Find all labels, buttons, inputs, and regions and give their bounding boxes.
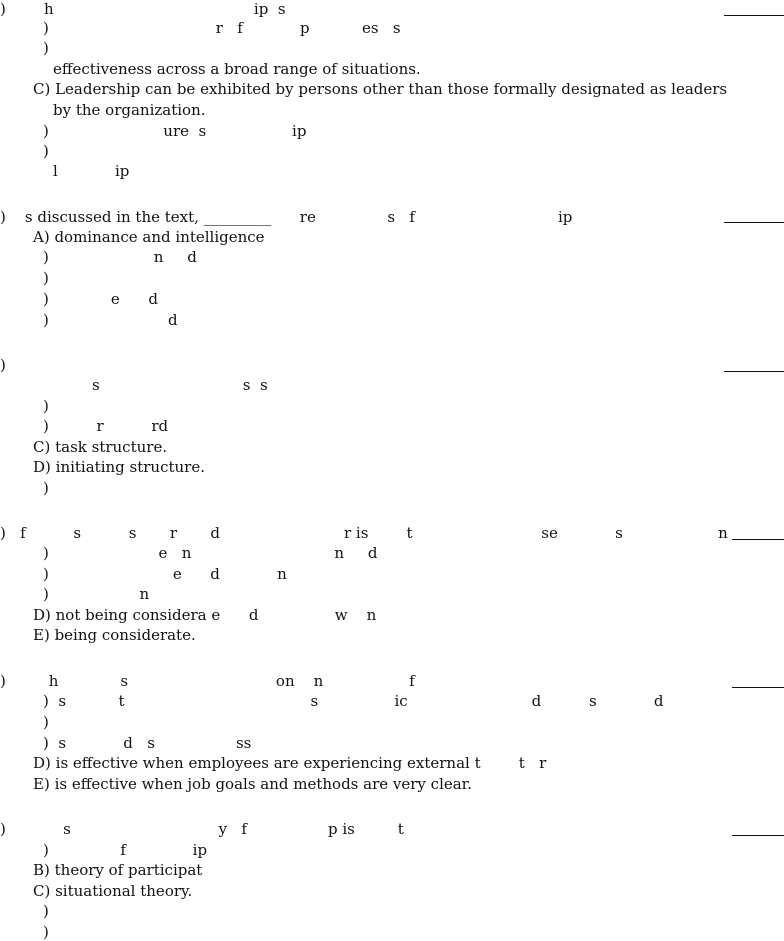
question-4-option-b: ) e d n [43, 565, 287, 583]
question-3-stem: ) [0, 356, 6, 374]
answer-blank-2[interactable] [724, 222, 784, 223]
question-3-option-c: C) task structure. [33, 438, 168, 456]
question-1-line-4: effectiveness across a broad range of situations. [53, 60, 421, 78]
question-3-option-a: ) [43, 397, 49, 415]
answer-blank-6[interactable] [732, 835, 784, 836]
question-2-option-e: ) d [43, 311, 178, 329]
question-3-option-b: ) r rd [43, 417, 169, 435]
question-6-option-c: C) situational theory. [33, 882, 193, 900]
question-1-line-6: by the organization. [53, 101, 206, 119]
question-2-option-a: A) dominance and intelligence [33, 228, 265, 246]
question-4-option-d: D) not being considera e d w n [33, 606, 377, 624]
question-6-option-a: ) f ip [43, 841, 208, 859]
question-1-line-1: ) h ip s [0, 0, 286, 18]
question-1-option-c: C) Leadership can be exhibited by persons other than those formally designated as leaders [33, 80, 728, 98]
answer-blank-1[interactable] [724, 15, 784, 16]
question-1-line-8: ) [43, 142, 49, 160]
question-1-line-3: ) [43, 39, 49, 57]
question-1-line-9: l ip [53, 162, 130, 180]
question-3-stem-line-2: s s s [92, 376, 268, 394]
question-6-option-e: ) [43, 923, 49, 941]
question-5-option-b: ) [43, 713, 49, 731]
answer-blank-3[interactable] [724, 371, 784, 372]
question-1-line-7: ) ure s ip [43, 122, 307, 140]
question-3-option-d: D) initiating structure. [33, 458, 205, 476]
question-4-option-e: E) being considerate. [33, 626, 196, 644]
question-6-option-d: ) [43, 902, 49, 920]
question-1-line-2: ) r f p es s [43, 19, 401, 37]
question-2-stem: ) s discussed in the text, _________ re s f ip [0, 208, 573, 226]
question-4-option-c: ) n [43, 585, 150, 603]
question-6-option-b: B) theory of participat [33, 861, 203, 879]
answer-blank-4[interactable] [732, 539, 784, 540]
question-2-option-b: ) n d [43, 248, 197, 266]
question-4-stem: ) f s s r d r is t se s n [0, 524, 728, 542]
question-5-option-a: ) s t s ic d s d [43, 692, 664, 710]
question-5-option-e: E) is effective when job goals and methods are very clear. [33, 775, 472, 793]
question-2-option-d: ) e d [43, 290, 158, 308]
question-5-option-c: ) s d s ss [43, 734, 252, 752]
question-4-option-a: ) e n n d [43, 544, 378, 562]
question-2-option-c: ) [43, 269, 49, 287]
question-6-stem: ) s y f p is t [0, 820, 404, 838]
answer-blank-5[interactable] [732, 687, 784, 688]
question-3-option-e: ) [43, 479, 49, 497]
question-5-option-d: D) is effective when employees are experiencing external t t r [33, 754, 547, 772]
question-5-stem: ) h s on n f [0, 672, 415, 690]
